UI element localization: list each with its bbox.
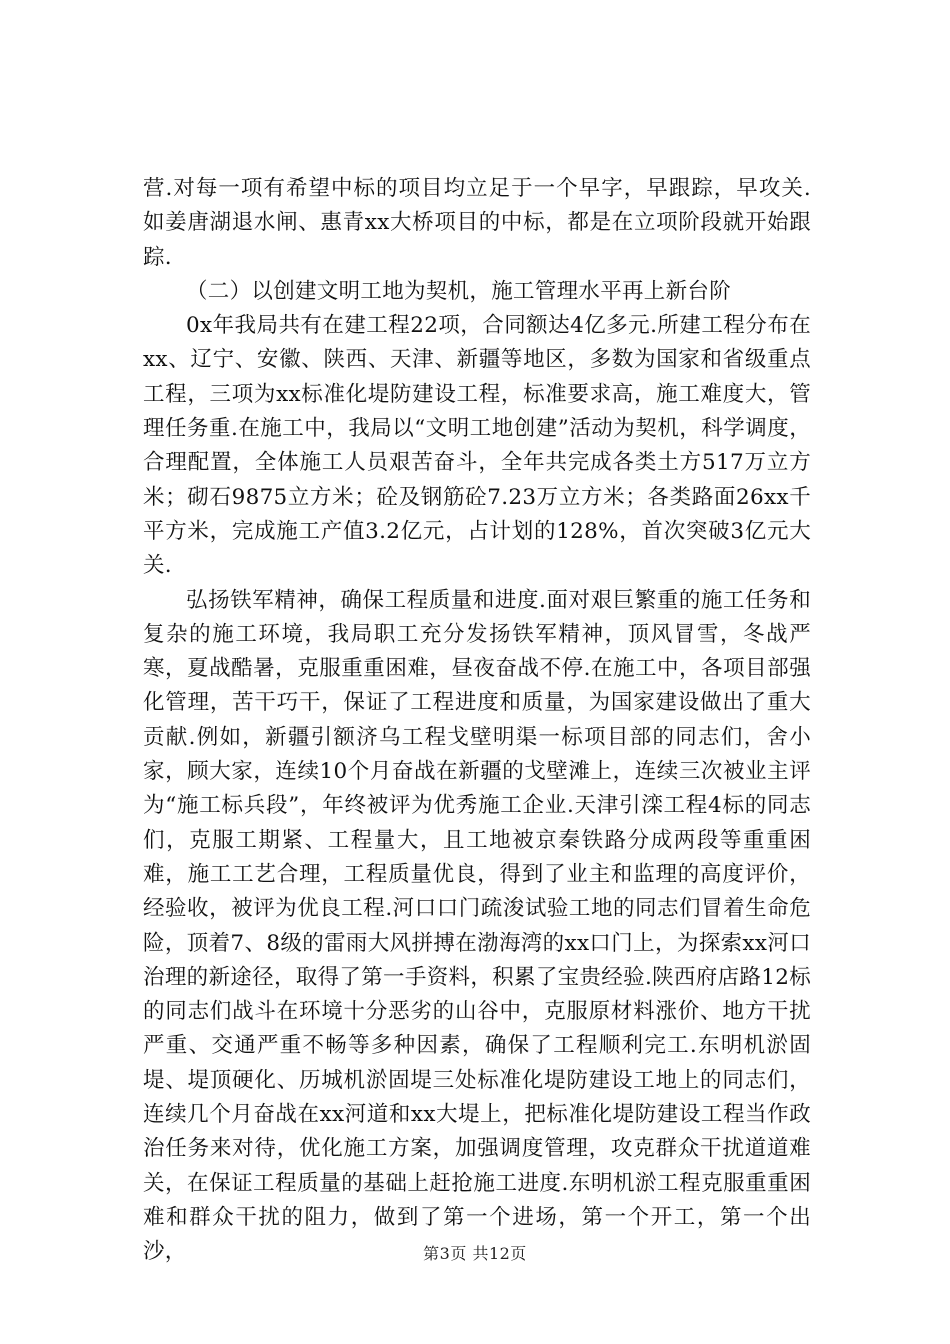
section-heading: （二）以创建文明工地为契机，施工管理水平再上新台阶 <box>186 278 732 304</box>
document-body <box>143 172 811 1270</box>
paragraph-continuation: 营.对每一项有希望中标的项目均立足于一个早字，早跟踪，早攻关.如姜唐湖退水闸、惠青xx大桥项目的中标，都是在立项阶段就开始跟踪. <box>143 176 811 270</box>
paragraph-iron-army-spirit: 弘扬铁军精神，确保工程质量和进度.面对艰巨繁重的施工任务和复杂的施工环境，我局职工充分发扬铁军精神，顶风冒雪，冬战严寒，夏战酷暑，克服重重困难，昼夜奋战不停.在施工中，各项目部强化管理，苦干巧干，保证了工程进度和质量，为国家建设做出了重大贡献.例如，新疆引额济乌工程戈壁明渠一标项目部的同志们，舍小家，顾大家，连续10个月奋战在新疆的戈壁滩上，连续三次被业主评为“施工标兵段”，年终被评为优秀施工企业.天津引滦工程4标的同志们，克服工期紧、工程量大，且工地被京秦铁路分成两段等重重困难，施工工艺合理，工程质量优良，得到了业主和监理的高度评价，经验收，被评为优良工程.河口口门疏浚试验工地的同志们冒着生命危险，顶着7、8级的雷雨大风拼搏在渤海湾的xx口门上，为探索xx河口治理的新途径，取得了第一手资料，积累了宝贵经验.陕西府店路12标的同志们战斗在环境十分恶劣的山谷中，克服原材料涨价、地方干扰严重、交通严重不畅等多种因素，确保了工程顺利完工.东明机淤固堤、堤顶硬化、历城机淤固堤三处标准化堤防建设工地上的同志们，连续几个月奋战在xx河道和xx大堤上，把标准化堤防建设工程当作政治任务来对待，优化施工方案，加强调度管理，攻克群众干扰道道难关，在保证工程质量的基础上赶抢施工进度.东明机淤工程克服重重困难和群众干扰的阻力，做到了第一个进场，第一个开工，第一个出沙， <box>143 587 811 1265</box>
page-number-footer: 第3页 共12页 <box>423 1244 527 1263</box>
paragraph-construction-summary: 0x年我局共有在建工程22项，合同额达4亿多元.所建工程分布在xx、辽宁、安徽、陕西、天津、新疆等地区，多数为国家和省级重点工程，三项为xx标准化堤防建设工程，标准要求高，施工难度大，管理任务重.在施工中，我局以“文明工地创建”活动为契机，科学调度，合理配置，全体施工人员艰苦奋斗，全年共完成各类土方517万立方米；砌石9875立方米；砼及钢筋砼7.23万立方米；各类路面26xx千平方米，完成施工产值3.2亿元，占计划的128%，首次突破3亿元大关. <box>143 313 811 579</box>
